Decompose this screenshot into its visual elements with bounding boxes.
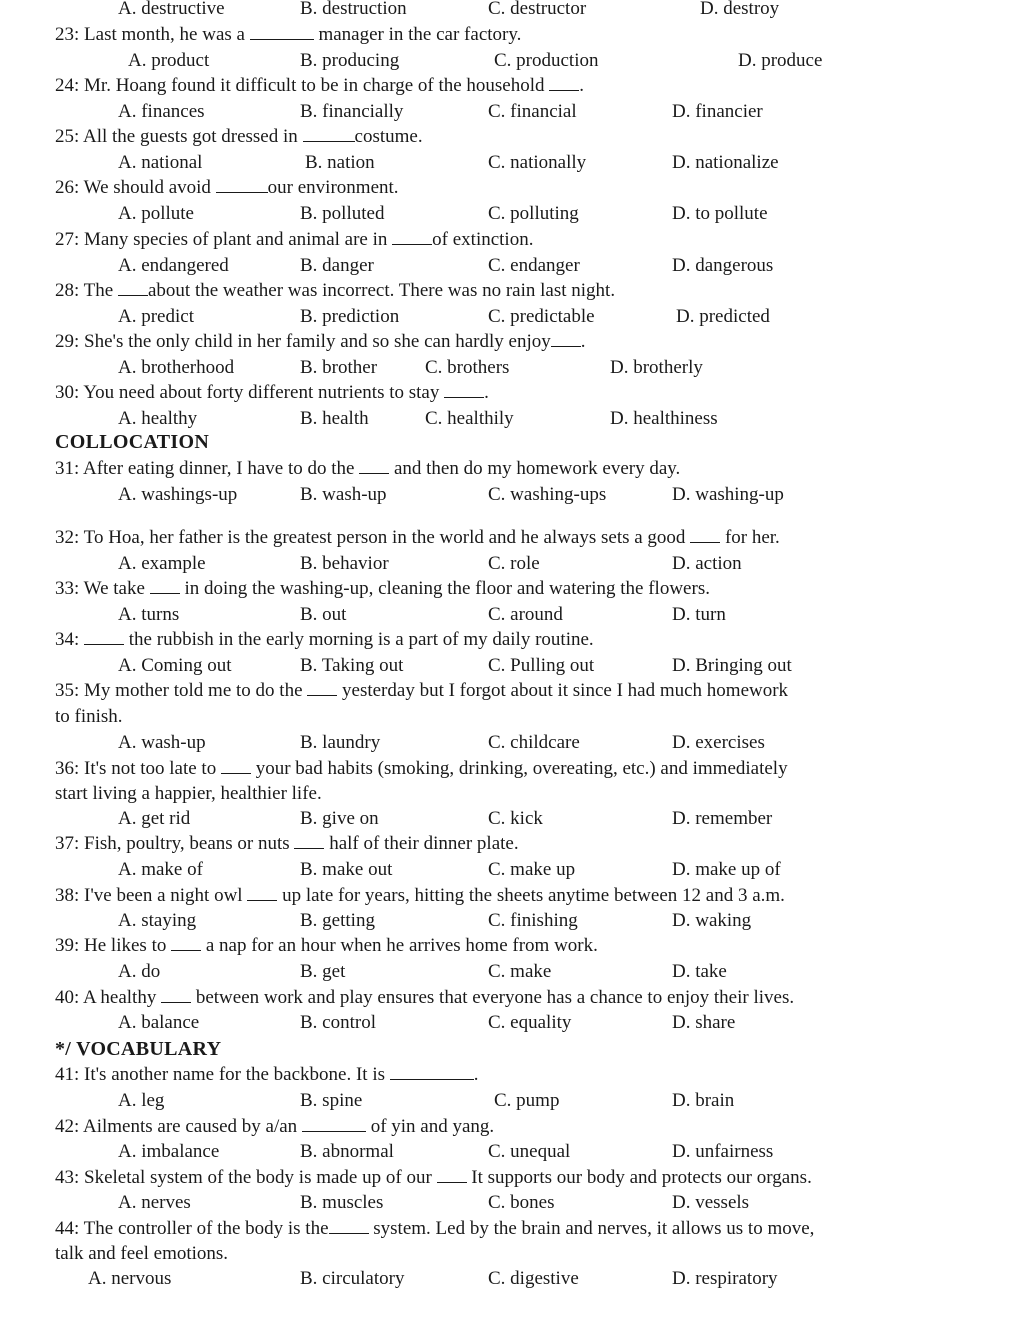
- stem-text: 42: Ailments are caused by a/an: [55, 1116, 302, 1137]
- stem-text: 35: My mother told me to do the: [55, 680, 308, 701]
- question-26-option-b[interactable]: B. polluted: [300, 203, 385, 224]
- question-29-option-c[interactable]: C. brothers: [425, 357, 510, 378]
- answer-blank[interactable]: [216, 177, 268, 193]
- stem-text: the rubbish in the early morning is a part of my daily routine.: [124, 629, 594, 650]
- stem-text: .: [580, 331, 586, 352]
- question-27-option-a[interactable]: A. endangered: [118, 255, 229, 276]
- stem-text: 33: We take: [55, 578, 150, 599]
- answer-blank[interactable]: [549, 75, 579, 91]
- question-26-option-c[interactable]: C. polluting: [488, 203, 579, 224]
- stem-text: .: [473, 1064, 479, 1085]
- answer-blank[interactable]: [303, 126, 355, 142]
- question-38-stem: [55, 885, 785, 907]
- question-34-option-d[interactable]: D. Bringing out: [672, 655, 792, 676]
- question-27-option-c[interactable]: C. endanger: [488, 255, 580, 276]
- question-42-option-d[interactable]: D. unfairness: [672, 1141, 774, 1162]
- question-38-option-a[interactable]: A. staying: [118, 910, 197, 931]
- stem-text: 37: Fish, poultry, beans or nuts: [55, 833, 295, 854]
- question-41-option-c[interactable]: C. pump: [494, 1090, 560, 1111]
- question-22-option-d[interactable]: D. destroy: [700, 0, 780, 19]
- question-29-option-a[interactable]: A. brotherhood: [118, 357, 235, 378]
- question-22-option-a[interactable]: A. destructive: [118, 0, 225, 19]
- section-heading-vocabulary: */ VOCABULARY: [55, 1038, 222, 1060]
- stem-text: between work and play ensures that everyone has a chance to enjoy their lives.: [191, 987, 795, 1008]
- question-43-option-a[interactable]: A. nerves: [118, 1192, 191, 1213]
- answer-blank[interactable]: [307, 680, 337, 696]
- answer-blank[interactable]: [118, 280, 148, 296]
- question-35-option-d[interactable]: D. exercises: [672, 732, 765, 753]
- stem-text: 29: She's the only child in her family and so she can hardly enjoy: [55, 331, 551, 352]
- question-27-stem: [55, 229, 533, 251]
- question-25-stem: [55, 126, 423, 148]
- question-31-option-d[interactable]: D. washing-up: [672, 484, 784, 505]
- question-24-option-b[interactable]: B. financially: [300, 101, 404, 122]
- question-28-stem: [55, 280, 615, 302]
- stem-text: 44: The controller of the body is the: [55, 1218, 329, 1239]
- question-33-option-d[interactable]: D. turn: [672, 604, 726, 625]
- question-29-stem: [55, 331, 586, 353]
- question-25-option-d[interactable]: D. nationalize: [672, 152, 779, 173]
- question-31-stem: [55, 458, 680, 480]
- stem-text: system. Led by the brain and nerves, it allows us to move,: [368, 1218, 815, 1239]
- question-24-option-d[interactable]: D. financier: [672, 101, 763, 122]
- question-34-option-a[interactable]: A. Coming out: [118, 655, 232, 676]
- question-44-continuation: talk and feel emotions.: [55, 1243, 229, 1264]
- answer-blank[interactable]: [247, 885, 277, 901]
- stem-text: half of their dinner plate.: [324, 833, 519, 854]
- question-41-option-b[interactable]: B. spine: [300, 1090, 363, 1111]
- stem-text: 31: After eating dinner, I have to do the: [55, 458, 360, 479]
- answer-blank[interactable]: [150, 578, 180, 594]
- question-37-option-c[interactable]: C. make up: [488, 859, 576, 880]
- question-33-stem: [55, 578, 710, 600]
- stem-text: 38: I've been a night owl: [55, 885, 248, 906]
- answer-blank[interactable]: [302, 1116, 366, 1132]
- question-35-continuation: to finish.: [55, 706, 123, 727]
- stem-text: 40: A healthy: [55, 987, 162, 1008]
- question-23-option-b[interactable]: B. producing: [300, 50, 400, 71]
- question-30-stem: [55, 382, 489, 404]
- answer-blank[interactable]: [161, 987, 191, 1003]
- question-30-option-b[interactable]: B. health: [300, 408, 369, 429]
- question-22-option-b[interactable]: B. destruction: [300, 0, 407, 19]
- question-41-option-d[interactable]: D. brain: [672, 1090, 735, 1111]
- question-35-stem: [55, 680, 788, 702]
- answer-blank[interactable]: [390, 1064, 474, 1080]
- stem-text: our environment.: [267, 177, 399, 198]
- question-32-option-b[interactable]: B. behavior: [300, 553, 389, 574]
- question-39-option-c[interactable]: C. make: [488, 961, 552, 982]
- answer-blank[interactable]: [437, 1167, 467, 1183]
- question-44-option-a[interactable]: A. nervous: [88, 1268, 172, 1289]
- question-40-stem: [55, 987, 794, 1009]
- stem-text: 25: All the guests got dressed in: [55, 126, 303, 147]
- question-44-option-b[interactable]: B. circulatory: [300, 1268, 405, 1289]
- question-27-option-d[interactable]: D. dangerous: [672, 255, 774, 276]
- stem-text: 27: Many species of plant and animal are in: [55, 229, 393, 250]
- question-40-option-c[interactable]: C. equality: [488, 1012, 572, 1033]
- question-32-option-d[interactable]: D. action: [672, 553, 742, 574]
- question-37-option-a[interactable]: A. make of: [118, 859, 203, 880]
- question-32-option-c[interactable]: C. role: [488, 553, 540, 574]
- stem-text: 23: Last month, he was a: [55, 24, 250, 45]
- answer-blank[interactable]: [250, 24, 314, 40]
- question-29-option-b[interactable]: B. brother: [300, 357, 378, 378]
- stem-text: 39: He likes to: [55, 935, 172, 956]
- answer-blank[interactable]: [294, 833, 324, 849]
- question-43-option-b[interactable]: B. muscles: [300, 1192, 384, 1213]
- question-39-stem: [55, 935, 598, 957]
- question-26-option-d[interactable]: D. to pollute: [672, 203, 768, 224]
- section-heading-collocation: COLLOCATION: [55, 431, 210, 453]
- question-25-option-c[interactable]: C. nationally: [488, 152, 587, 173]
- question-36-stem: [55, 758, 788, 780]
- question-23-option-c[interactable]: C. production: [494, 50, 599, 71]
- stem-text: 24: Mr. Hoang found it difficult to be in charge of the household: [55, 75, 550, 96]
- question-23-stem: [55, 24, 521, 46]
- stem-text: costume.: [354, 126, 423, 147]
- question-23-option-a[interactable]: A. product: [128, 50, 210, 71]
- question-43-option-d[interactable]: D. vessels: [672, 1192, 750, 1213]
- stem-text: 28: The: [55, 280, 118, 301]
- stem-text: your bad habits (smoking, drinking, overeating, etc.) and immediately: [250, 758, 788, 779]
- question-36-option-c[interactable]: C. kick: [488, 808, 543, 829]
- question-39-option-a[interactable]: A. do: [118, 961, 161, 982]
- stem-text: of yin and yang.: [365, 1116, 495, 1137]
- question-31-option-c[interactable]: C. washing-ups: [488, 484, 607, 505]
- question-42-option-a[interactable]: A. imbalance: [118, 1141, 220, 1162]
- question-40-option-a[interactable]: A. balance: [118, 1012, 200, 1033]
- question-27-option-b[interactable]: B. danger: [300, 255, 374, 276]
- answer-blank[interactable]: [171, 935, 201, 951]
- answer-blank[interactable]: [690, 527, 720, 543]
- stem-text: about the weather was incorrect. There was no rain last night.: [147, 280, 616, 301]
- stem-text: 34:: [55, 629, 85, 650]
- question-44-stem: [55, 1218, 814, 1240]
- answer-blank[interactable]: [392, 229, 432, 245]
- stem-text: 26: We should avoid: [55, 177, 216, 198]
- question-35-option-c[interactable]: C. childcare: [488, 732, 580, 753]
- question-44-option-c[interactable]: C. digestive: [488, 1268, 579, 1289]
- question-26-stem: [55, 177, 399, 199]
- question-42-option-c[interactable]: C. unequal: [488, 1141, 571, 1162]
- question-34-option-c[interactable]: C. Pulling out: [488, 655, 595, 676]
- answer-blank[interactable]: [329, 1218, 369, 1234]
- stem-text: 41: It's another name for the backbone. It is: [55, 1064, 390, 1085]
- question-36-option-d[interactable]: D. remember: [672, 808, 773, 829]
- question-39-option-d[interactable]: D. take: [672, 961, 727, 982]
- question-35-option-a[interactable]: A. wash-up: [118, 732, 206, 753]
- question-33-option-c[interactable]: C. around: [488, 604, 563, 625]
- question-26-option-a[interactable]: A. pollute: [118, 203, 194, 224]
- question-40-option-b[interactable]: B. control: [300, 1012, 376, 1033]
- stem-text: 30: You need about forty different nutrients to stay: [55, 382, 445, 403]
- stem-text: 32: To Hoa, her father is the greatest person in the world and he always sets a good: [55, 527, 691, 548]
- answer-blank[interactable]: [221, 758, 251, 774]
- stem-text: .: [579, 75, 585, 96]
- answer-blank[interactable]: [444, 382, 484, 398]
- question-42-stem: [55, 1116, 494, 1138]
- question-32-stem: [55, 527, 780, 549]
- stem-text: up late for years, hitting the sheets anytime between 12 and 3 a.m.: [277, 885, 785, 906]
- question-36-option-b[interactable]: B. give on: [300, 808, 379, 829]
- question-43-stem: [55, 1167, 812, 1189]
- question-22-option-c[interactable]: C. destructor: [488, 0, 587, 19]
- question-36-continuation: start living a happier, healthier life.: [55, 783, 322, 804]
- question-23-option-d[interactable]: D. produce: [738, 50, 823, 71]
- answer-blank[interactable]: [84, 629, 124, 645]
- stem-text: a nap for an hour when he arrives home from work.: [201, 935, 598, 956]
- question-31-option-b[interactable]: B. wash-up: [300, 484, 387, 505]
- stem-text: for her.: [720, 527, 780, 548]
- question-34-option-b[interactable]: B. Taking out: [300, 655, 404, 676]
- answer-blank[interactable]: [551, 331, 581, 347]
- question-37-option-b[interactable]: B. make out: [300, 859, 393, 880]
- question-30-option-a[interactable]: A. healthy: [118, 408, 198, 429]
- question-30-option-d[interactable]: D. healthiness: [610, 408, 718, 429]
- stem-text: of extinction.: [432, 229, 534, 250]
- stem-text: It supports our body and protects our organs.: [466, 1167, 812, 1188]
- question-44-option-d[interactable]: D. respiratory: [672, 1268, 778, 1289]
- question-24-option-a[interactable]: A. finances: [118, 101, 205, 122]
- answer-blank[interactable]: [359, 458, 389, 474]
- question-39-option-b[interactable]: B. get: [300, 961, 346, 982]
- question-33-option-a[interactable]: A. turns: [118, 604, 180, 625]
- question-28-option-c[interactable]: C. predictable: [488, 306, 595, 327]
- question-28-option-b[interactable]: B. prediction: [300, 306, 400, 327]
- stem-text: .: [484, 382, 489, 403]
- question-38-option-b[interactable]: B. getting: [300, 910, 375, 931]
- question-31-option-a[interactable]: A. washings-up: [118, 484, 238, 505]
- question-41-stem: [55, 1064, 479, 1086]
- question-28-option-d[interactable]: D. predicted: [676, 306, 770, 327]
- question-35-option-b[interactable]: B. laundry: [300, 732, 381, 753]
- question-40-option-d[interactable]: D. share: [672, 1012, 736, 1033]
- question-42-option-b[interactable]: B. abnormal: [300, 1141, 394, 1162]
- stem-text: 43: Skeletal system of the body is made up of our: [55, 1167, 437, 1188]
- stem-text: 36: It's not too late to: [55, 758, 221, 779]
- question-24-option-c[interactable]: C. financial: [488, 101, 577, 122]
- question-37-stem: [55, 833, 519, 855]
- stem-text: manager in the car factory.: [313, 24, 522, 45]
- question-30-option-c[interactable]: C. healthily: [425, 408, 514, 429]
- question-43-option-c[interactable]: C. bones: [488, 1192, 555, 1213]
- question-28-option-a[interactable]: A. predict: [118, 306, 194, 327]
- stem-text: in doing the washing-up, cleaning the floor and watering the flowers.: [179, 578, 710, 599]
- question-41-option-a[interactable]: A. leg: [118, 1090, 165, 1111]
- question-29-option-d[interactable]: D. brotherly: [610, 357, 703, 378]
- question-25-option-b[interactable]: B. nation: [305, 152, 375, 173]
- question-38-option-d[interactable]: D. waking: [672, 910, 752, 931]
- question-38-option-c[interactable]: C. finishing: [488, 910, 578, 931]
- stem-text: and then do my homework every day.: [389, 458, 681, 479]
- stem-text: yesterday but I forgot about it since I had much homework: [337, 680, 789, 701]
- question-34-stem: [55, 629, 594, 651]
- question-33-option-b[interactable]: B. out: [300, 604, 347, 625]
- question-25-option-a[interactable]: A. national: [118, 152, 203, 173]
- question-24-stem: [55, 75, 584, 97]
- question-36-option-a[interactable]: A. get rid: [118, 808, 191, 829]
- question-37-option-d[interactable]: D. make up of: [672, 859, 781, 880]
- question-32-option-a[interactable]: A. example: [118, 553, 206, 574]
